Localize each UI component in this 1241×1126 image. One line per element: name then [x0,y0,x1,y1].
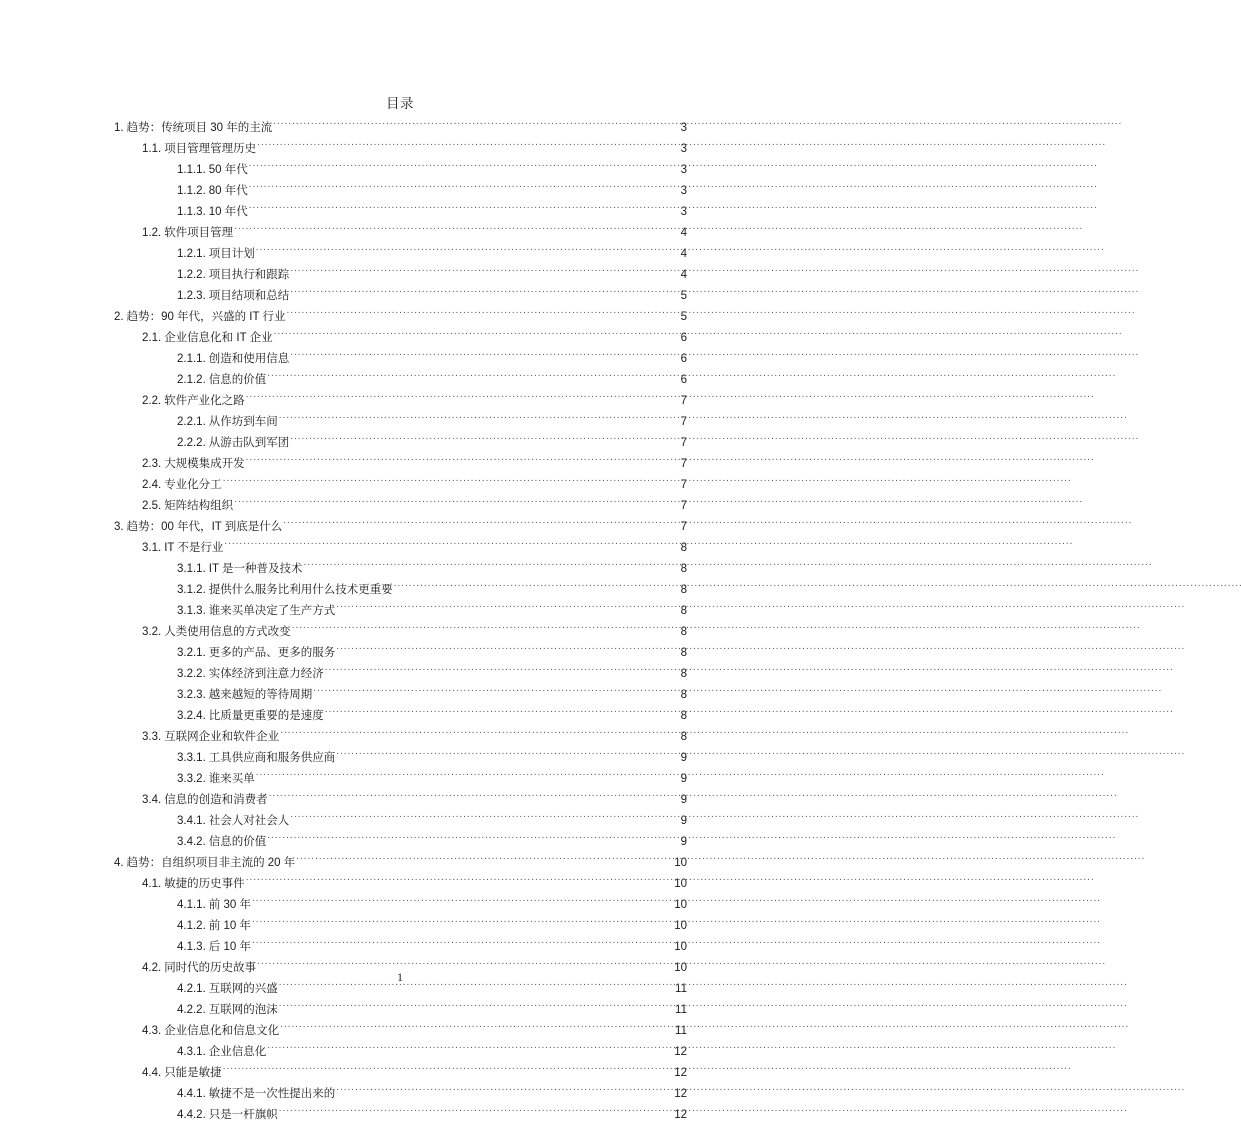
toc-entry-page-number: 8 [680,563,687,575]
toc-entry-page-number: 8 [680,689,687,701]
toc-entry-number: 4.3. [142,1025,162,1037]
toc-entry-number: 4.4. [142,1067,162,1079]
toc-entry-label: 大规模集成开发 [164,458,245,470]
toc-entry-number: 2.1. [142,332,162,344]
toc-dot-leader [257,950,673,971]
toc-entry-number: 4.4.2. [177,1109,206,1121]
toc-dot-leader [246,866,674,887]
toc-dot-leader [273,110,674,131]
toc-dot-leader [304,551,675,572]
toc-entry-page-number: 10 [674,962,687,974]
toc-entry-label: 软件产业化之路 [164,395,245,407]
toc-entry-number: 1.1.3. [177,206,206,218]
toc-entry-page-number: 12 [674,1067,687,1079]
toc-dot-leader [252,908,673,929]
toc-entry-label: 前 30 年 [208,899,251,911]
toc-dot-leader [267,1034,673,1055]
toc-entry-page-number: 6 [680,332,687,344]
toc-entry-page-number: 3 [680,122,687,134]
toc-entry-page-number: 7 [680,416,687,428]
toc-entry-label: 信息的价值 [208,836,267,848]
toc-entry-number: 3.2.1. [177,647,206,659]
toc-entry-number: 4.1. [142,878,162,890]
toc-dot-leader [234,215,674,236]
toc-entry-label: 敏捷不是一次性提出来的 [208,1088,336,1100]
toc-entry-label: 从游击队到军团 [208,437,290,449]
toc-entry-label: 项目结项和总结 [208,290,290,302]
toc-entry-number: 1.2.2. [177,269,206,281]
toc-entry-page-number: 11 [675,1004,687,1016]
toc-entry-page-number: 4 [680,248,687,260]
toc-dot-leader [279,404,674,425]
toc-entry-label: 只是一杆旗帜 [208,1109,278,1121]
toc-entry-page-number: 9 [680,836,687,848]
toc-entry-number: 4.2.1. [177,983,206,995]
toc-entry-number: 2.1.2. [177,374,206,386]
toc-entry-label: 从作坊到车间 [208,416,278,428]
toc-entry-number: 3.3.2. [177,773,206,785]
toc-entry-number: 2.2.1. [177,416,206,428]
toc-entry-label: 创造和使用信息 [208,353,290,365]
toc-entry-page-number: 10 [674,920,687,932]
toc-entry-page-number: 4 [680,227,687,239]
toc-entry-number: 4. [114,857,124,869]
toc-entry-page-number: 8 [680,605,687,617]
toc-dot-leader [234,488,674,509]
toc-dot-leader [252,929,673,950]
toc-dot-leader [325,698,674,719]
toc-entry-label: 趋势：00 年代，IT 到底是什么 [126,521,283,533]
toc-entry-number: 3. [114,521,124,533]
toc-entry-page-number: 8 [680,542,687,554]
toc-entry-number: 3.2. [142,626,162,638]
toc-entry-number: 1.1.1. [177,164,206,176]
toc-entry-page-number: 12 [674,1109,687,1121]
toc-entry-page-number: 6 [680,374,687,386]
toc-entry-label: 互联网的兴盛 [208,983,278,995]
toc-entry-label: 信息的价值 [208,374,267,386]
toc-entry-page-number: 8 [680,731,687,743]
toc-entry-label: 趋势：传统项目 30 年的主流 [126,122,273,134]
toc-entry-page-number: 7 [680,500,687,512]
toc-entry-label: 更多的产品、更多的服务 [208,647,336,659]
toc-entry-label: 项目执行和跟踪 [208,269,290,281]
toc-entry-number: 4.3.1. [177,1046,206,1058]
toc-dot-leader [223,1055,674,1076]
toc-entry-page-number: 8 [680,710,687,722]
toc-entry-label: 互联网企业和软件企业 [164,731,280,743]
toc-entry-page-number: 9 [680,752,687,764]
toc-entry-label: 趋势：自组织项目非主流的 20 年 [126,857,296,869]
toc-entry-number: 4.2. [142,962,162,974]
toc-entry-label: 提供什么服务比利用什么技术更重要 [208,584,393,596]
toc-dot-leader [336,593,674,614]
toc-dot-leader [249,173,674,194]
toc-entry-page-number: 9 [680,773,687,785]
toc-entry-label: 实体经济到注意力经济 [208,668,324,680]
toc-dot-leader [394,572,674,593]
toc-entry-page-number: 5 [680,290,687,302]
toc-entry-number: 2.1.1. [177,353,206,365]
toc-entry-label: IT 是一种普及技术 [208,563,303,575]
toc-entry-label: 矩阵结构组织 [164,500,234,512]
toc-entry-number: 3.1.2. [177,584,206,596]
toc-entry-label: 比质量更重要的是速度 [208,710,324,722]
toc-dot-leader [325,656,674,677]
toc-dot-leader [283,509,674,530]
toc-entry-number: 3.3. [142,731,162,743]
toc-entry-number: 3.2.4. [177,710,206,722]
toc-entry-page-number: 7 [680,395,687,407]
toc-dot-leader [267,824,674,845]
toc-entry-page-number: 3 [680,185,687,197]
toc-dot-leader [279,992,674,1013]
toc-entry-number: 3.1. [142,542,162,554]
toc-dot-leader [290,257,674,278]
toc-entry-number: 4.1.2. [177,920,206,932]
toc-dot-leader [257,131,674,152]
toc-entry-label: 企业信息化 [208,1046,267,1058]
toc-entry-number: 1.1. [142,143,162,155]
toc-entry-number: 1.2.3. [177,290,206,302]
toc-dot-leader [290,803,674,824]
toc-dot-leader [290,341,674,362]
toc-dot-leader [336,1076,673,1097]
toc-entry-page-number: 3 [680,164,687,176]
toc-entry-number: 1.2. [142,227,162,239]
toc-entry-number: 4.4.1. [177,1088,206,1100]
toc-entry-page-number: 8 [680,584,687,596]
toc-entry-page-number: 3 [680,143,687,155]
toc-entry-label: 后 10 年 [208,941,251,953]
toc-entry-label: 专业化分工 [164,479,222,491]
toc-entry-number: 1. [114,122,124,134]
toc-entry-label: 企业信息化和信息文化 [164,1025,280,1037]
toc-dot-leader [280,719,674,740]
toc-entry-label: 前 10 年 [208,920,251,932]
toc-dot-leader [290,425,674,446]
toc-dot-leader [313,677,674,698]
toc-entry-page-number: 12 [674,1088,687,1100]
toc-dot-leader [249,194,674,215]
toc-entry-label: IT 不是行业 [164,542,224,554]
toc-dot-leader [267,362,674,383]
toc-dot-leader [290,278,674,299]
toc-entry-label: 项目计划 [208,248,255,260]
toc-dot-leader [256,761,674,782]
toc-entry-page-number: 4 [680,269,687,281]
toc-dot-leader [336,740,674,761]
toc-entry-number: 3.2.3. [177,689,206,701]
page-number-footer: 1 [397,970,403,984]
toc-dot-leader [286,299,674,320]
toc-dot-leader [296,845,673,866]
toc-entry-number: 1.1.2. [177,185,206,197]
toc-entry-number: 3.3.1. [177,752,206,764]
toc-entry-page-number: 10 [674,878,687,890]
toc-entry-number: 3.4. [142,794,162,806]
toc-dot-leader [256,236,674,257]
toc-entry-number: 3.1.1. [177,563,206,575]
toc-entry-number: 2.5. [142,500,162,512]
toc-entry-page-number: 8 [680,647,687,659]
toc-entry-page-number: 10 [674,941,687,953]
toc-entry-page-number: 7 [680,521,687,533]
toc-entry-page-number: 3 [680,206,687,218]
toc-entry-number: 3.1.3. [177,605,206,617]
toc-entry-page-number: 9 [680,794,687,806]
toc-entry-label: 软件项目管理 [164,227,234,239]
toc-entry-page-number: 5 [680,311,687,323]
toc-entry-number: 2.3. [142,458,162,470]
toc-dot-leader [246,383,674,404]
toc-dot-leader [274,320,674,341]
toc-entry-page-number: 9 [680,815,687,827]
toc-dot-leader [223,467,674,488]
toc-entry-label: 项目管理管理历史 [164,143,257,155]
toc-entry-page-number: 11 [675,1025,687,1037]
toc-entry-page-number: 10 [674,857,687,869]
toc-entry-number: 2.2. [142,395,162,407]
toc-entry-label: 信息的创造和消费者 [164,794,268,806]
toc-dot-leader [280,1013,674,1034]
toc-entry-label: 敏捷的历史事件 [164,878,245,890]
toc-dot-leader [249,152,674,173]
toc-entry-page-number: 7 [680,458,687,470]
toc-entry-page-number: 12 [674,1046,687,1058]
toc-entry-number: 3.2.2. [177,668,206,680]
toc-entry-label: 谁来买单决定了生产方式 [208,605,336,617]
toc-entry-number: 4.1.1. [177,899,206,911]
toc-entry-label: 50 年代 [208,164,248,176]
toc-entry-number: 4.1.3. [177,941,206,953]
toc-entry-page-number: 7 [680,437,687,449]
toc-entry-page-number: 8 [680,626,687,638]
toc-dot-leader [292,614,674,635]
toc-entry-label: 只能是敏捷 [164,1067,222,1079]
toc-entry-number: 3.4.2. [177,836,206,848]
toc-entry-number: 4.2.2. [177,1004,206,1016]
toc-dot-leader [269,782,674,803]
toc-entry-label: 互联网的泡沫 [208,1004,278,1016]
toc-entry-number: 2.2.2. [177,437,206,449]
toc-dot-leader [279,1097,673,1118]
toc-entry-label: 越来越短的等待周期 [208,689,313,701]
toc-entry-number: 2.4. [142,479,162,491]
toc-entry-number: 1.2.1. [177,248,206,260]
toc-dot-leader [224,530,674,551]
toc-entry-label: 同时代的历史故事 [164,962,257,974]
toc-entry-page-number: 8 [680,668,687,680]
toc-entry-label: 80 年代 [208,185,248,197]
toc-entry[interactable] [114,110,687,134]
toc-entry-label: 10 年代 [208,206,248,218]
toc-entry-label: 社会人对社会人 [208,815,290,827]
toc-entry-page-number: 7 [680,479,687,491]
toc-entry-label: 谁来买单 [208,773,255,785]
page-title: 目录 [386,96,414,111]
toc-entry-page-number: 10 [674,899,687,911]
toc-dot-leader [246,446,674,467]
toc-entry-page-number: 11 [675,983,687,995]
toc-dot-leader [336,635,674,656]
toc-dot-leader [252,887,673,908]
toc-entry-number: 2. [114,311,124,323]
toc-entry-label: 趋势：90 年代，兴盛的 IT 行业 [126,311,286,323]
toc-entry-label: 企业信息化和 IT 企业 [164,332,273,344]
toc-entry-label: 工具供应商和服务供应商 [208,752,336,764]
toc-entry-page-number: 6 [680,353,687,365]
toc-entry-label: 人类使用信息的方式改变 [164,626,291,638]
toc-entry-number: 3.4.1. [177,815,206,827]
table-of-contents [114,110,687,1121]
